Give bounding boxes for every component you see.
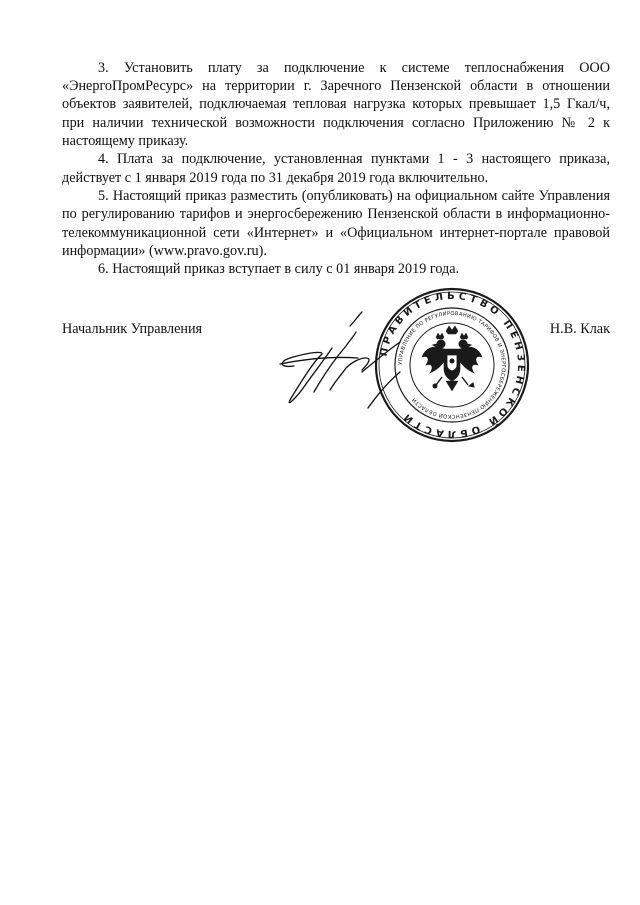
paragraph-3: 3. Установить плату за подключение к системе теплоснабжения ООО «ЭнергоПромРесурс» на территории г. Заречного Пензенской области в отношении объектов заявителей, подключаемая тепловая нагрузка которых превышает 1,5 Гкал/ч, при наличии технической возможности подключения согласно Приложению № 2 к настоящему приказу. (62, 60, 610, 149)
svg-text:УПРАВЛЕНИЕ ПО РЕГУЛИРОВАНИЮ ТА: УПРАВЛЕНИЕ ПО РЕГУЛИРОВАНИЮ ТАРИФОВ И ЭНЕРГОСБЕРЕЖЕНИЮ ПЕНЗЕНСКОЙ ОБЛАСТИ (397, 310, 507, 420)
signatory-position: Начальник Управления (62, 321, 203, 337)
signatory-name: Н.В. Клак (549, 321, 610, 337)
paragraph-6: 6. Настоящий приказ вступает в силу с 01 января 2019 года. (98, 261, 460, 278)
double-headed-eagle-icon (422, 326, 482, 391)
paragraph-4: 4. Плата за подключение, установленная пунктами 1 - 3 настоящего приказа, действует с 1 января 2019 года по 31 декабря 2019 года включительно. (62, 151, 610, 186)
svg-text:ПРАВИТЕЛЬСТВО ПЕНЗЕНСКОЙ ОБЛАС: ПРАВИТЕЛЬСТВО ПЕНЗЕНСКОЙ ОБЛАСТИ (378, 290, 527, 440)
document-body (62, 59, 610, 279)
paragraph-5: 5. Настоящий приказ разместить (опубликовать) на официальном сайте Управления по регулированию тарифов и энергосбережению Пензенской области в информационно-телекоммуникационной сети «Интернет» и «Официальном интернет-портале правовой информации» (www.pravo.gov.ru). (62, 188, 610, 259)
handwritten-signature (250, 300, 420, 415)
